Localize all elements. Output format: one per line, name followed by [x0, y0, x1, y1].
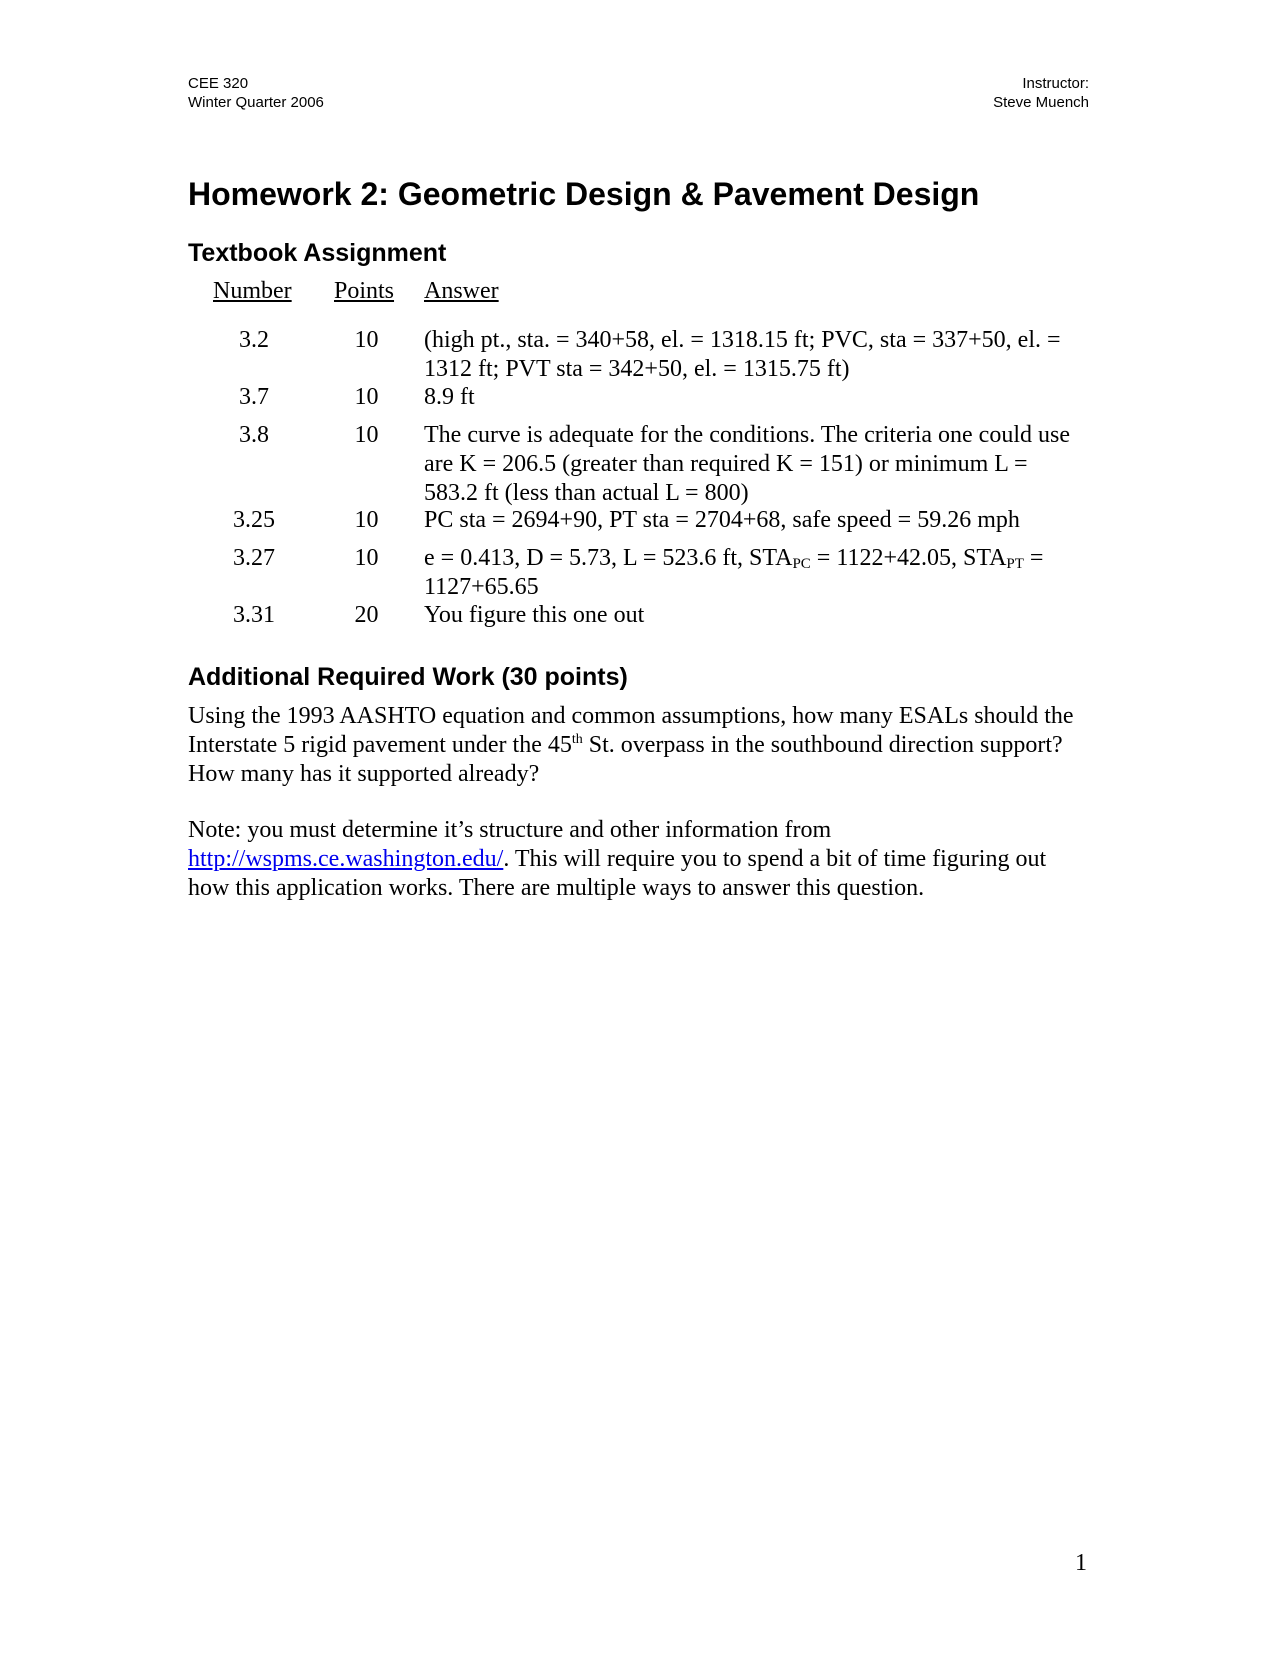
instructor-label: Instructor:	[1022, 75, 1089, 92]
problem-points: 10	[354, 327, 379, 353]
problem-points: 20	[354, 602, 379, 628]
problem-answer: You figure this one out	[424, 602, 645, 628]
problem-answer: PC sta = 2694+90, PT sta = 2704+68, safe speed = 59.26 mph	[424, 507, 1020, 533]
textbook-heading: Textbook Assignment	[188, 239, 447, 267]
course-code: CEE 320	[188, 75, 249, 92]
column-header-answer: Answer	[424, 278, 499, 304]
problem-answer	[424, 544, 1086, 602]
problem-points: 10	[354, 422, 379, 448]
problem-number: 3.25	[233, 507, 275, 533]
course-header	[188, 74, 324, 112]
additional-work-heading: Additional Required Work (30 points)	[188, 663, 628, 691]
note-paragraph	[188, 816, 1088, 903]
problem-answer: (high pt., sta. = 340+58, el. = 1318.15 ft; PVC, sta = 337+50, el. = 1312 ft; PVT sta = 342+50, el. = 1315.75 ft)	[424, 327, 1061, 382]
ordinal-superscript: th	[571, 732, 583, 747]
subscript-pc: PC	[792, 556, 811, 572]
problem-number: 3.7	[239, 384, 269, 410]
subscript-pt: PT	[1006, 556, 1024, 572]
column-header-points: Points	[334, 278, 395, 304]
wspms-link[interactable]: http://wspms.ce.washington.edu/	[188, 846, 504, 872]
answer-text: = 1122+42.05, STA	[810, 545, 1007, 571]
course-term: Winter Quarter 2006	[188, 94, 324, 111]
problem-answer: 8.9 ft	[424, 384, 475, 410]
problem-number: 3.31	[233, 602, 275, 628]
note-text: . This will require you to spend a bit of time figuring out how this application works. There are multiple ways to answer this question.	[188, 846, 1047, 901]
problem-answer: The curve is adequate for the conditions. The criteria one could use are K = 206.5 (greater than required K = 151) or minimum L = 583.2 ft (less than actual L = 800)	[424, 422, 1070, 506]
page-title: Homework 2: Geometric Design & Pavement Design	[188, 176, 980, 212]
column-header-number: Number	[213, 278, 292, 304]
question-paragraph	[188, 702, 1088, 789]
question-text: St. overpass in the southbound direction support? How many has it supported already?	[188, 732, 1063, 787]
page-number: 1	[1075, 1550, 1087, 1576]
answer-text: = 1127+65.65	[424, 545, 1044, 600]
instructor-header	[993, 74, 1089, 112]
problem-points: 10	[354, 545, 379, 571]
instructor-name: Steve Muench	[993, 94, 1089, 111]
problem-number: 3.2	[239, 327, 269, 353]
problem-number: 3.8	[239, 422, 269, 448]
answer-text: e = 0.413, D = 5.73, L = 523.6 ft, STA	[424, 545, 793, 571]
note-text: Note: you must determine it’s structure and other information from	[188, 817, 832, 843]
problem-points: 10	[354, 384, 379, 410]
problem-number: 3.27	[233, 545, 275, 571]
problem-points: 10	[354, 507, 379, 533]
question-text: Using the 1993 AASHTO equation and common assumptions, how many ESALs should the Interstate 5 rigid pavement under the 45	[188, 703, 1074, 758]
